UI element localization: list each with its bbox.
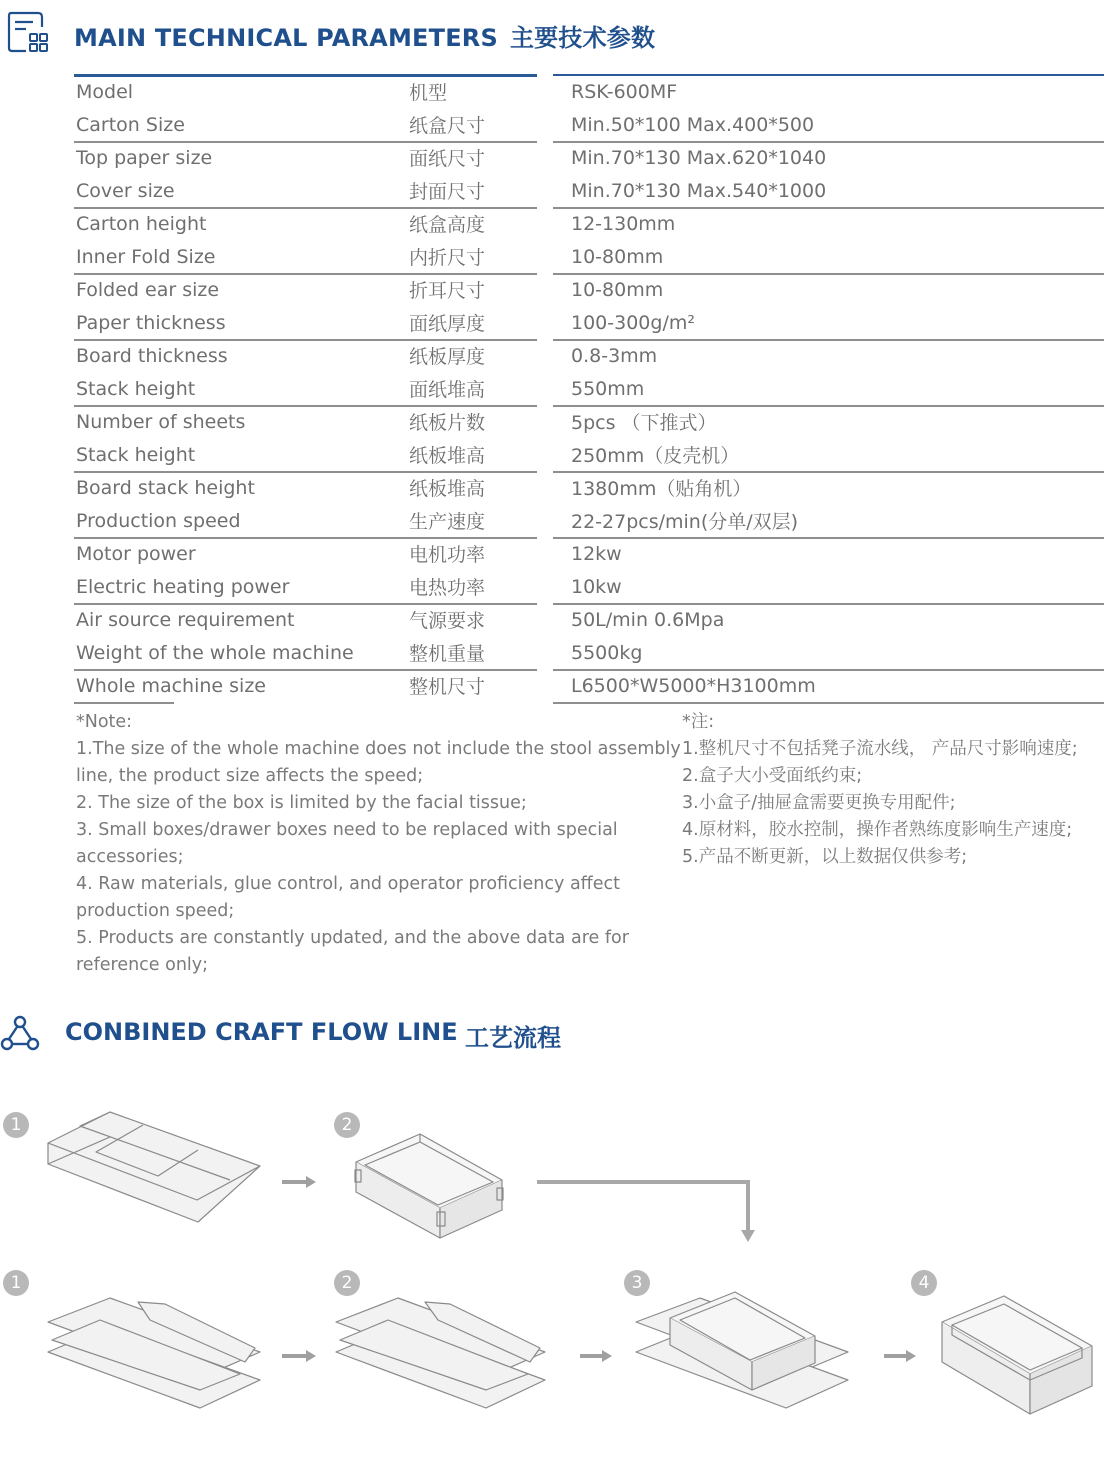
step-badge: 2 bbox=[334, 1270, 360, 1296]
param-name-en: Number of sheets bbox=[76, 410, 246, 433]
page-title bbox=[74, 18, 655, 53]
table-row bbox=[0, 636, 1112, 669]
flow-title-cn: 工艺流程 bbox=[465, 1024, 561, 1052]
param-value: 12-130mm bbox=[571, 212, 676, 235]
param-name-en: Board thickness bbox=[76, 344, 228, 367]
flow-diagram bbox=[0, 1080, 1112, 1474]
param-name-en: Carton height bbox=[76, 212, 207, 235]
param-value: 250mm（皮壳机） bbox=[571, 445, 740, 467]
flat-sheet-illustration bbox=[48, 1298, 260, 1408]
arrow-right-icon bbox=[580, 1350, 612, 1362]
note-line-cn: 5.产品不断更新，以上数据仅供参考; bbox=[682, 847, 968, 867]
param-name-cn: 电热功率 bbox=[409, 577, 486, 599]
param-name-en: Folded ear size bbox=[76, 278, 220, 301]
page-title-cn: 主要技术参数 bbox=[509, 24, 656, 52]
table-row bbox=[0, 75, 1112, 108]
table-row bbox=[0, 174, 1112, 207]
molecule-network-icon bbox=[0, 1014, 40, 1054]
param-name-cn: 面纸尺寸 bbox=[409, 148, 486, 170]
table-row bbox=[0, 504, 1112, 537]
note-line-cn: *注: bbox=[682, 712, 715, 732]
note-line-cn: 1.整机尺寸不包括凳子流水线， 产品尺寸影响速度; bbox=[682, 739, 1078, 759]
step-badge: 1 bbox=[3, 1112, 29, 1138]
connector-arrow bbox=[537, 1182, 755, 1242]
param-name-cn: 气源要求 bbox=[409, 610, 486, 632]
param-name-cn: 封面尺寸 bbox=[409, 181, 486, 203]
arrow-right-icon bbox=[884, 1350, 916, 1362]
row-divider bbox=[74, 702, 174, 704]
table-row bbox=[0, 405, 1112, 438]
param-value: 550mm bbox=[571, 377, 645, 400]
param-name-cn: 纸板厚度 bbox=[409, 346, 486, 368]
table-row bbox=[0, 339, 1112, 372]
step-badge: 3 bbox=[624, 1270, 650, 1296]
note-line-cn: 2.盒子大小受面纸约束; bbox=[682, 766, 863, 786]
table-row bbox=[0, 108, 1112, 141]
param-name-cn: 整机重量 bbox=[409, 643, 486, 665]
arrow-right-icon bbox=[282, 1350, 316, 1362]
param-name-en: Top paper size bbox=[76, 146, 213, 169]
param-name-cn: 面纸厚度 bbox=[409, 313, 486, 335]
param-value: Min.70*130 Max.620*1040 bbox=[571, 146, 827, 169]
param-value: 100-300g/m² bbox=[571, 311, 695, 334]
param-name-cn: 面纸堆高 bbox=[409, 379, 486, 401]
note-line: line, the product size affects the speed; bbox=[76, 766, 424, 786]
param-name-cn: 折耳尺寸 bbox=[409, 280, 486, 302]
note-line-cn: 3.小盒子/抽屉盒需要更换专用配件; bbox=[682, 793, 956, 813]
param-name-en: Air source requirement bbox=[76, 608, 295, 631]
param-value: 0.8-3mm bbox=[571, 344, 658, 367]
param-name-cn: 电机功率 bbox=[409, 544, 486, 566]
note-line: reference only; bbox=[76, 955, 209, 975]
param-name-en: Carton Size bbox=[76, 113, 185, 136]
param-value: 10-80mm bbox=[571, 278, 664, 301]
param-value: Min.50*100 Max.400*500 bbox=[571, 113, 815, 136]
note-line: 2. The size of the box is limited by the facial tissue; bbox=[76, 793, 527, 813]
param-name-en: Motor power bbox=[76, 542, 196, 565]
table-row bbox=[0, 273, 1112, 306]
param-value: 50L/min 0.6Mpa bbox=[571, 608, 725, 631]
table-row bbox=[0, 372, 1112, 405]
table-row bbox=[0, 471, 1112, 504]
note-line: *Note: bbox=[76, 712, 133, 732]
param-name-en: Paper thickness bbox=[76, 311, 226, 334]
param-name-en: Board stack height bbox=[76, 476, 255, 499]
table-row bbox=[0, 438, 1112, 471]
table-row bbox=[0, 570, 1112, 603]
param-name-en: Stack height bbox=[76, 443, 196, 466]
note-line: 3. Small boxes/drawer boxes need to be replaced with special bbox=[76, 820, 618, 840]
table-row bbox=[0, 207, 1112, 240]
document-grid-icon bbox=[6, 10, 50, 54]
step-badge: 1 bbox=[3, 1270, 29, 1296]
open-box-illustration bbox=[355, 1134, 503, 1238]
param-value: 12kw bbox=[571, 542, 622, 565]
table-row bbox=[0, 669, 1112, 702]
param-value: 1380mm（贴角机） bbox=[571, 478, 752, 500]
param-name-cn: 机型 bbox=[409, 82, 448, 104]
table-row bbox=[0, 306, 1112, 339]
param-name-cn: 纸板堆高 bbox=[409, 478, 486, 500]
param-name-en: Weight of the whole machine bbox=[76, 641, 354, 664]
flat-sheet-illustration bbox=[336, 1298, 545, 1408]
param-value: Min.70*130 Max.540*1000 bbox=[571, 179, 827, 202]
param-name-cn: 纸板堆高 bbox=[409, 445, 486, 467]
page-title-en: MAIN TECHNICAL PARAMETERS bbox=[74, 24, 498, 52]
finished-box-illustration bbox=[942, 1296, 1092, 1414]
flow-title-en: CONBINED CRAFT FLOW LINE bbox=[65, 1018, 458, 1046]
arrow-right-icon bbox=[282, 1176, 316, 1188]
note-line: production speed; bbox=[76, 901, 235, 921]
param-name-cn: 生产速度 bbox=[409, 511, 486, 533]
param-name-cn: 整机尺寸 bbox=[409, 676, 486, 698]
param-name-cn: 纸盒尺寸 bbox=[409, 115, 486, 137]
note-line: 5. Products are constantly updated, and the above data are for bbox=[76, 928, 629, 948]
note-line-cn: 4.原材料，胶水控制，操作者熟练度影响生产速度; bbox=[682, 820, 1073, 840]
param-name-en: Electric heating power bbox=[76, 575, 290, 598]
param-name-en: Whole machine size bbox=[76, 674, 266, 697]
note-line: accessories; bbox=[76, 847, 184, 867]
flat-sheet-illustration bbox=[48, 1112, 260, 1222]
box-forming-illustration bbox=[636, 1292, 848, 1408]
param-value: 10kw bbox=[571, 575, 622, 598]
param-name-en: Stack height bbox=[76, 377, 196, 400]
table-row bbox=[0, 603, 1112, 636]
param-name-en: Production speed bbox=[76, 509, 241, 532]
param-value: 5pcs （下推式） bbox=[571, 412, 717, 434]
table-row bbox=[0, 240, 1112, 273]
param-name-en: Model bbox=[76, 80, 134, 103]
table-row bbox=[0, 141, 1112, 174]
param-value: L6500*W5000*H3100mm bbox=[571, 674, 816, 697]
table-row bbox=[0, 537, 1112, 570]
param-name-cn: 内折尺寸 bbox=[409, 247, 486, 269]
step-badge: 2 bbox=[334, 1112, 360, 1138]
param-value: RSK-600MF bbox=[571, 80, 678, 103]
note-line: 4. Raw materials, glue control, and operator proficiency affect bbox=[76, 874, 620, 894]
param-value: 5500kg bbox=[571, 641, 643, 664]
param-name-en: Cover size bbox=[76, 179, 175, 202]
param-name-en: Inner Fold Size bbox=[76, 245, 216, 268]
param-name-cn: 纸盒高度 bbox=[409, 214, 486, 236]
param-value: 22-27pcs/min(分单/双层) bbox=[571, 511, 799, 533]
param-value: 10-80mm bbox=[571, 245, 664, 268]
param-name-cn: 纸板片数 bbox=[409, 412, 486, 434]
row-divider bbox=[553, 702, 1104, 704]
note-line: 1.The size of the whole machine does not include the stool assembly bbox=[76, 739, 681, 759]
step-badge: 4 bbox=[911, 1270, 937, 1296]
